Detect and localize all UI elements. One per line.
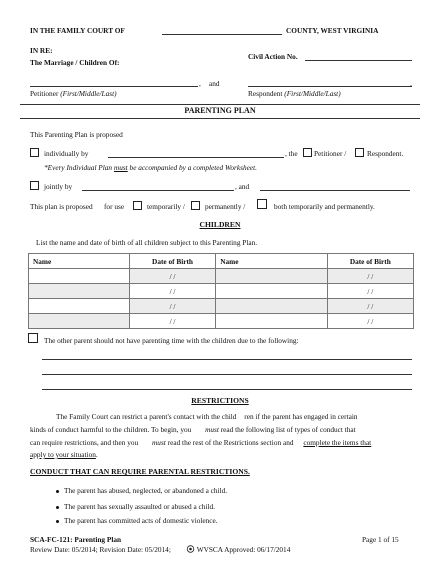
- child-dob-cell[interactable]: / /: [327, 269, 413, 284]
- p2: kinds of conduct harmful to the children. To begin, you: [30, 425, 192, 434]
- marriage-label: The Marriage / Children Of:: [30, 58, 120, 67]
- note-post: be accompanied by a completed Worksheet.: [127, 163, 257, 172]
- note-must: must: [113, 163, 128, 172]
- p4: apply to your situation: [30, 450, 96, 459]
- child-name-cell[interactable]: [29, 314, 130, 329]
- comma: ,: [410, 79, 412, 88]
- children-table: [28, 253, 414, 329]
- no-parenting-time-checkbox[interactable]: [28, 333, 38, 343]
- note-pre: *Every Individual Plan: [44, 163, 114, 172]
- individually-label: individually by: [44, 149, 89, 158]
- p3: can require restrictions, and then you: [30, 438, 139, 447]
- bullet-icon: [56, 490, 59, 493]
- comma: ,: [199, 79, 201, 88]
- child-dob-cell[interactable]: / /: [129, 269, 215, 284]
- reason-line-3[interactable]: [42, 389, 412, 390]
- table-row: [29, 314, 414, 329]
- child-dob-cell[interactable]: / /: [327, 299, 413, 314]
- both-checkbox[interactable]: [257, 199, 267, 209]
- respondent-label: Respondent: [248, 89, 283, 98]
- approved-date: WVSCA Approved: 06/17/2014: [196, 545, 291, 554]
- petitioner-hint: (First/Middle/Last): [60, 89, 117, 98]
- permanently-checkbox[interactable]: [191, 201, 200, 210]
- form-id: SCA-FC-121: Parenting Plan: [30, 535, 122, 544]
- child-dob-cell[interactable]: / /: [129, 299, 215, 314]
- county-field[interactable]: [162, 34, 282, 35]
- child-name-cell[interactable]: [29, 299, 130, 314]
- col-name-2: Name: [216, 254, 327, 269]
- individually-checkbox[interactable]: [30, 148, 39, 157]
- reason-line-1[interactable]: [42, 359, 412, 360]
- table-row: [29, 269, 414, 284]
- petitioner-caption: [30, 89, 117, 98]
- permanently-option: permanently /: [205, 202, 246, 211]
- page-number: Page 1 of 15: [362, 535, 399, 544]
- civil-action-field[interactable]: [305, 60, 412, 61]
- list-item: The parent has committed acts of domestic violence.: [64, 516, 218, 525]
- list-item: The parent has sexually assaulted or abused a child.: [64, 502, 215, 511]
- joint-name-1-field[interactable]: [82, 190, 234, 191]
- temporarily-checkbox[interactable]: [133, 201, 142, 210]
- p1a: The Family Court can restrict a parent's contact with the child: [56, 412, 237, 421]
- child-name-cell[interactable]: [29, 284, 130, 299]
- joint-name-2-field[interactable]: [260, 190, 410, 191]
- child-name-cell[interactable]: [216, 314, 327, 329]
- in-re-label: IN RE:: [30, 46, 53, 55]
- children-heading: CHILDREN: [199, 220, 241, 229]
- col-name: Name: [29, 254, 130, 269]
- p1b: ren if the parent has engaged in certain: [244, 412, 358, 421]
- review-dates: Review Date: 05/2014; Revision Date: 05/2014;: [30, 545, 171, 554]
- col-dob-2: Date of Birth: [327, 254, 413, 269]
- and-label: , and: [235, 182, 250, 191]
- p3b: read the rest of the Restrictions section and: [167, 438, 294, 447]
- child-dob-cell[interactable]: / /: [327, 314, 413, 329]
- seal-icon: [186, 545, 195, 553]
- child-name-cell[interactable]: [29, 269, 130, 284]
- petitioner-field[interactable]: [30, 86, 198, 87]
- civil-action-label: Civil Action No.: [248, 52, 298, 61]
- child-name-cell[interactable]: [216, 299, 327, 314]
- bullet-icon: [56, 506, 59, 509]
- child-name-cell[interactable]: [216, 269, 327, 284]
- both-option: both temporarily and permanently.: [274, 202, 375, 211]
- page-title: PARENTING PLAN: [184, 106, 256, 115]
- divider: [20, 118, 420, 119]
- approved-line: [186, 545, 290, 554]
- respondent-hint: (First/Middle/Last): [284, 89, 341, 98]
- restrictions-p4: [30, 450, 98, 459]
- the-label: , the: [285, 149, 298, 158]
- worksheet-note: [44, 163, 257, 172]
- conduct-heading: CONDUCT THAT CAN REQUIRE PARENTAL RESTRICTIONS.: [30, 467, 250, 476]
- respondent-option: Respondent.: [367, 149, 404, 158]
- p3-must: must: [152, 438, 166, 447]
- table-header-row: [29, 254, 414, 269]
- proposed-intro: This Parenting Plan is proposed: [30, 130, 123, 139]
- court-right-label: COUNTY, WEST VIRGINIA: [286, 26, 379, 35]
- list-item: The parent has abused, neglected, or abandoned a child.: [64, 486, 228, 495]
- jointly-label: jointly by: [44, 182, 73, 191]
- temporarily-option: temporarily /: [147, 202, 185, 211]
- petitioner-option: Petitioner /: [314, 149, 347, 158]
- table-row: [29, 284, 414, 299]
- use-label: This plan is proposed: [30, 202, 93, 211]
- reason-line-2[interactable]: [42, 374, 412, 375]
- restrictions-heading: RESTRICTIONS: [191, 396, 249, 405]
- child-dob-cell[interactable]: / /: [129, 314, 215, 329]
- p2-must: must: [205, 425, 219, 434]
- use-for-label: for use: [104, 202, 125, 211]
- petitioner-label: Petitioner: [30, 89, 59, 98]
- p4b: .: [95, 450, 98, 459]
- col-dob: Date of Birth: [129, 254, 215, 269]
- children-instruction: List the name and date of birth of all children subject to this Parenting Plan.: [36, 238, 258, 247]
- restrictions-p1: [56, 412, 358, 421]
- individual-name-field[interactable]: [108, 157, 284, 158]
- petitioner-checkbox[interactable]: [303, 148, 312, 157]
- divider: [20, 104, 420, 105]
- respondent-caption: [248, 89, 341, 98]
- restrictions-p2: [30, 425, 356, 434]
- respondent-checkbox[interactable]: [355, 148, 364, 157]
- table-row: [29, 299, 414, 314]
- and-label: and: [209, 79, 220, 88]
- restrictions-p3: [30, 438, 371, 447]
- p3c: complete the items that: [303, 438, 372, 447]
- child-name-cell[interactable]: [216, 284, 327, 299]
- court-left-label: IN THE FAMILY COURT OF: [30, 26, 125, 35]
- bullet-icon: [56, 520, 59, 523]
- child-dob-cell[interactable]: / /: [327, 284, 413, 299]
- child-dob-cell[interactable]: / /: [129, 284, 215, 299]
- no-parenting-time-label: The other parent should not have parenting time with the children due to the following:: [44, 336, 299, 345]
- p2b: read the following list of types of conduct that: [220, 425, 356, 434]
- respondent-field[interactable]: [248, 86, 412, 87]
- jointly-checkbox[interactable]: [30, 181, 39, 190]
